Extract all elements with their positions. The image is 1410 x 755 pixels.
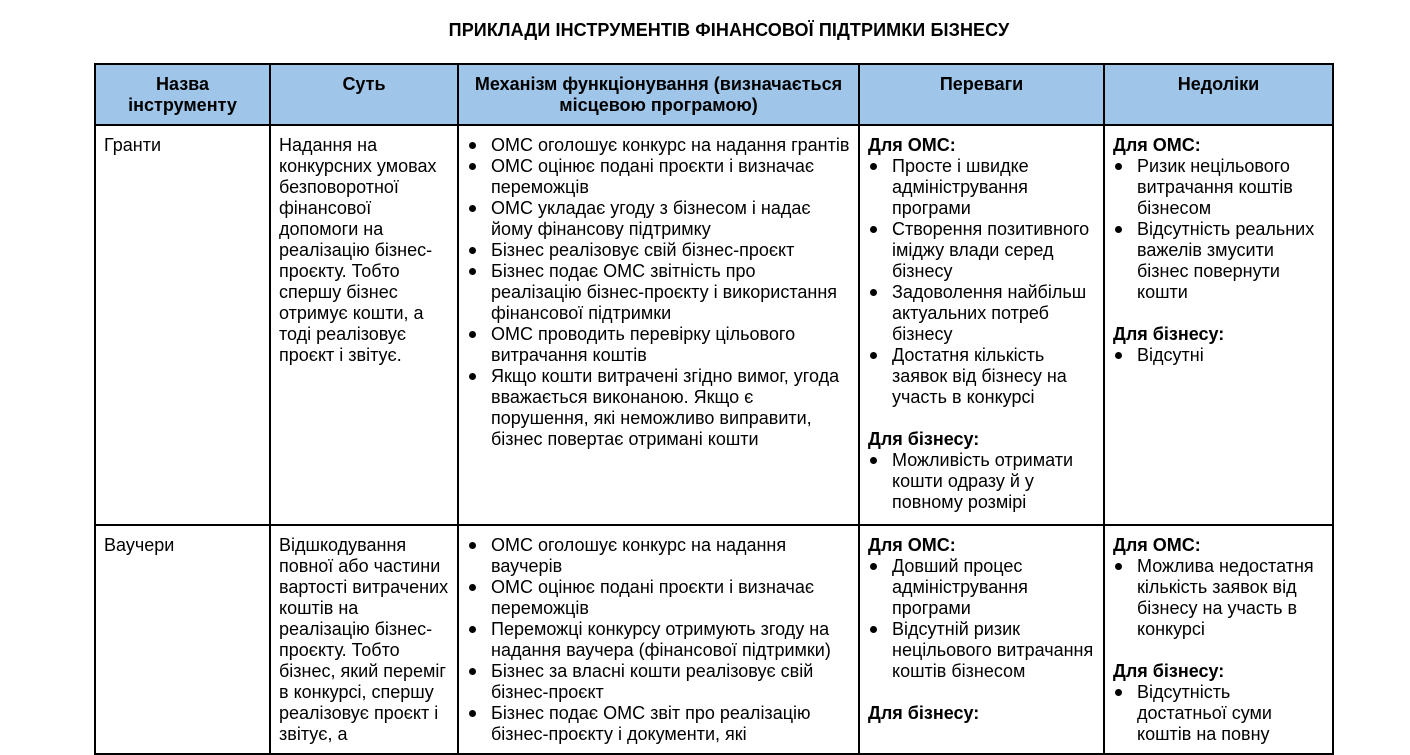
group-label: Для ОМС: bbox=[868, 135, 956, 155]
list-item: ОМС оцінює подані проєкти і визначає переможців bbox=[467, 156, 850, 198]
mechanism-list bbox=[467, 535, 850, 745]
list-item: Просте і швидке адміністрування програми bbox=[868, 156, 1095, 219]
list-item: Можлива недостатня кількість заявок від бізнесу на участь в конкурсі bbox=[1113, 556, 1324, 640]
disadvantages-cell bbox=[1104, 525, 1333, 754]
financial-tools-table bbox=[94, 63, 1334, 755]
list-item: ОМС оцінює подані проєкти і визначає переможців bbox=[467, 577, 850, 619]
table-row-vouchers bbox=[95, 525, 1333, 754]
document-title: ПРИКЛАДИ ІНСТРУМЕНТІВ ФІНАНСОВОЇ ПІДТРИМКИ БІЗНЕСУ bbox=[448, 20, 1010, 40]
column-header-disadvantages: Недоліки bbox=[1104, 64, 1333, 125]
mechanism-cell bbox=[458, 525, 859, 754]
group-label: Для ОМС: bbox=[868, 535, 956, 555]
table-header-row bbox=[95, 64, 1333, 125]
column-header-mechanism: Механізм функціонування (визначається місцевою програмою) bbox=[458, 64, 859, 125]
disadvantages-oms-list bbox=[1113, 156, 1324, 303]
disadvantages-business-list bbox=[1113, 682, 1324, 745]
column-header-essence: Суть bbox=[270, 64, 458, 125]
advantages-business-list bbox=[868, 450, 1095, 513]
table-row-grants bbox=[95, 125, 1333, 525]
list-item: ОМС укладає угоду з бізнесом і надає йому фінансову підтримку bbox=[467, 198, 850, 240]
list-item: Бізнес подає ОМС звітність про реалізацію бізнес-проєкту і використання фінансової підтримки bbox=[467, 261, 850, 324]
column-header-name: Назва інструменту bbox=[95, 64, 270, 125]
group-label: Для ОМС: bbox=[1113, 535, 1201, 555]
list-item: Задоволення найбільш актуальних потреб бізнесу bbox=[868, 282, 1095, 345]
list-item: Відсутність реальних важелів змусити бізнес повернути кошти bbox=[1113, 219, 1324, 303]
group-label: Для бізнесу: bbox=[868, 429, 980, 449]
disadvantages-business-group bbox=[1113, 661, 1324, 745]
advantages-business-group bbox=[868, 703, 1095, 724]
essence-cell: Надання на конкурсних умовах безповоротної фінансової допомоги на реалізацію бізнес-проєкту. Тобто спершу бізнес отримує кошти, а тоді реалізовує проєкт і звітує. bbox=[270, 125, 458, 525]
disadvantages-oms-list bbox=[1113, 556, 1324, 640]
disadvantages-cell bbox=[1104, 125, 1333, 525]
disadvantages-oms-group bbox=[1113, 135, 1324, 303]
mechanism-cell bbox=[458, 125, 859, 525]
list-item: ОМС проводить перевірку цільового витрачання коштів bbox=[467, 324, 850, 366]
list-item: Відсутні bbox=[1113, 345, 1324, 366]
advantages-cell bbox=[859, 125, 1104, 525]
advantages-oms-list bbox=[868, 556, 1095, 682]
list-item: Якщо кошти витрачені згідно вимог, угода вважається виконаною. Якщо є порушення, які неможливо виправити, бізнес повертає отримані кошти bbox=[467, 366, 850, 450]
list-item: Достатня кількість заявок від бізнесу на участь в конкурсі bbox=[868, 345, 1095, 408]
list-item: Бізнес за власні кошти реалізовує свій бізнес-проєкт bbox=[467, 661, 850, 703]
group-label: Для бізнесу: bbox=[868, 703, 980, 723]
disadvantages-oms-group bbox=[1113, 535, 1324, 640]
tool-name-cell: Гранти bbox=[95, 125, 270, 525]
advantages-oms-group bbox=[868, 535, 1095, 682]
disadvantages-business-list bbox=[1113, 345, 1324, 366]
group-label: Для бізнесу: bbox=[1113, 324, 1225, 344]
advantages-cell bbox=[859, 525, 1104, 754]
list-item: Можливість отримати кошти одразу й у повному розмірі bbox=[868, 450, 1095, 513]
list-item: ОМС оголошує конкурс на надання ваучерів bbox=[467, 535, 850, 577]
advantages-oms-list bbox=[868, 156, 1095, 408]
essence-cell: Відшкодування повної або частини вартості витрачених коштів на реалізацію бізнес-проєкту. Тобто бізнес, який переміг в конкурсі, спершу реалізовує проєкт і звітує, а bbox=[270, 525, 458, 754]
group-label: Для бізнесу: bbox=[1113, 661, 1225, 681]
disadvantages-business-group bbox=[1113, 324, 1324, 366]
list-item: Бізнес подає ОМС звіт про реалізацію бізнес-проєкту і документи, які bbox=[467, 703, 850, 745]
advantages-oms-group bbox=[868, 135, 1095, 408]
list-item: Створення позитивного іміджу влади серед бізнесу bbox=[868, 219, 1095, 282]
list-item: ОМС оголошує конкурс на надання грантів bbox=[467, 135, 850, 156]
mechanism-list bbox=[467, 135, 850, 450]
list-item: Відсутній ризик нецільового витрачання коштів бізнесом bbox=[868, 619, 1095, 682]
column-header-advantages: Переваги bbox=[859, 64, 1104, 125]
group-label: Для ОМС: bbox=[1113, 135, 1201, 155]
tool-name-cell: Ваучери bbox=[95, 525, 270, 754]
advantages-business-group bbox=[868, 429, 1095, 513]
list-item: Ризик нецільового витрачання коштів бізнесом bbox=[1113, 156, 1324, 219]
list-item: Переможці конкурсу отримують згоду на надання ваучера (фінансової підтримки) bbox=[467, 619, 850, 661]
list-item: Відсутність достатньої суми коштів на повну bbox=[1113, 682, 1324, 745]
list-item: Довший процес адміністрування програми bbox=[868, 556, 1095, 619]
list-item: Бізнес реалізовує свій бізнес-проєкт bbox=[467, 240, 850, 261]
